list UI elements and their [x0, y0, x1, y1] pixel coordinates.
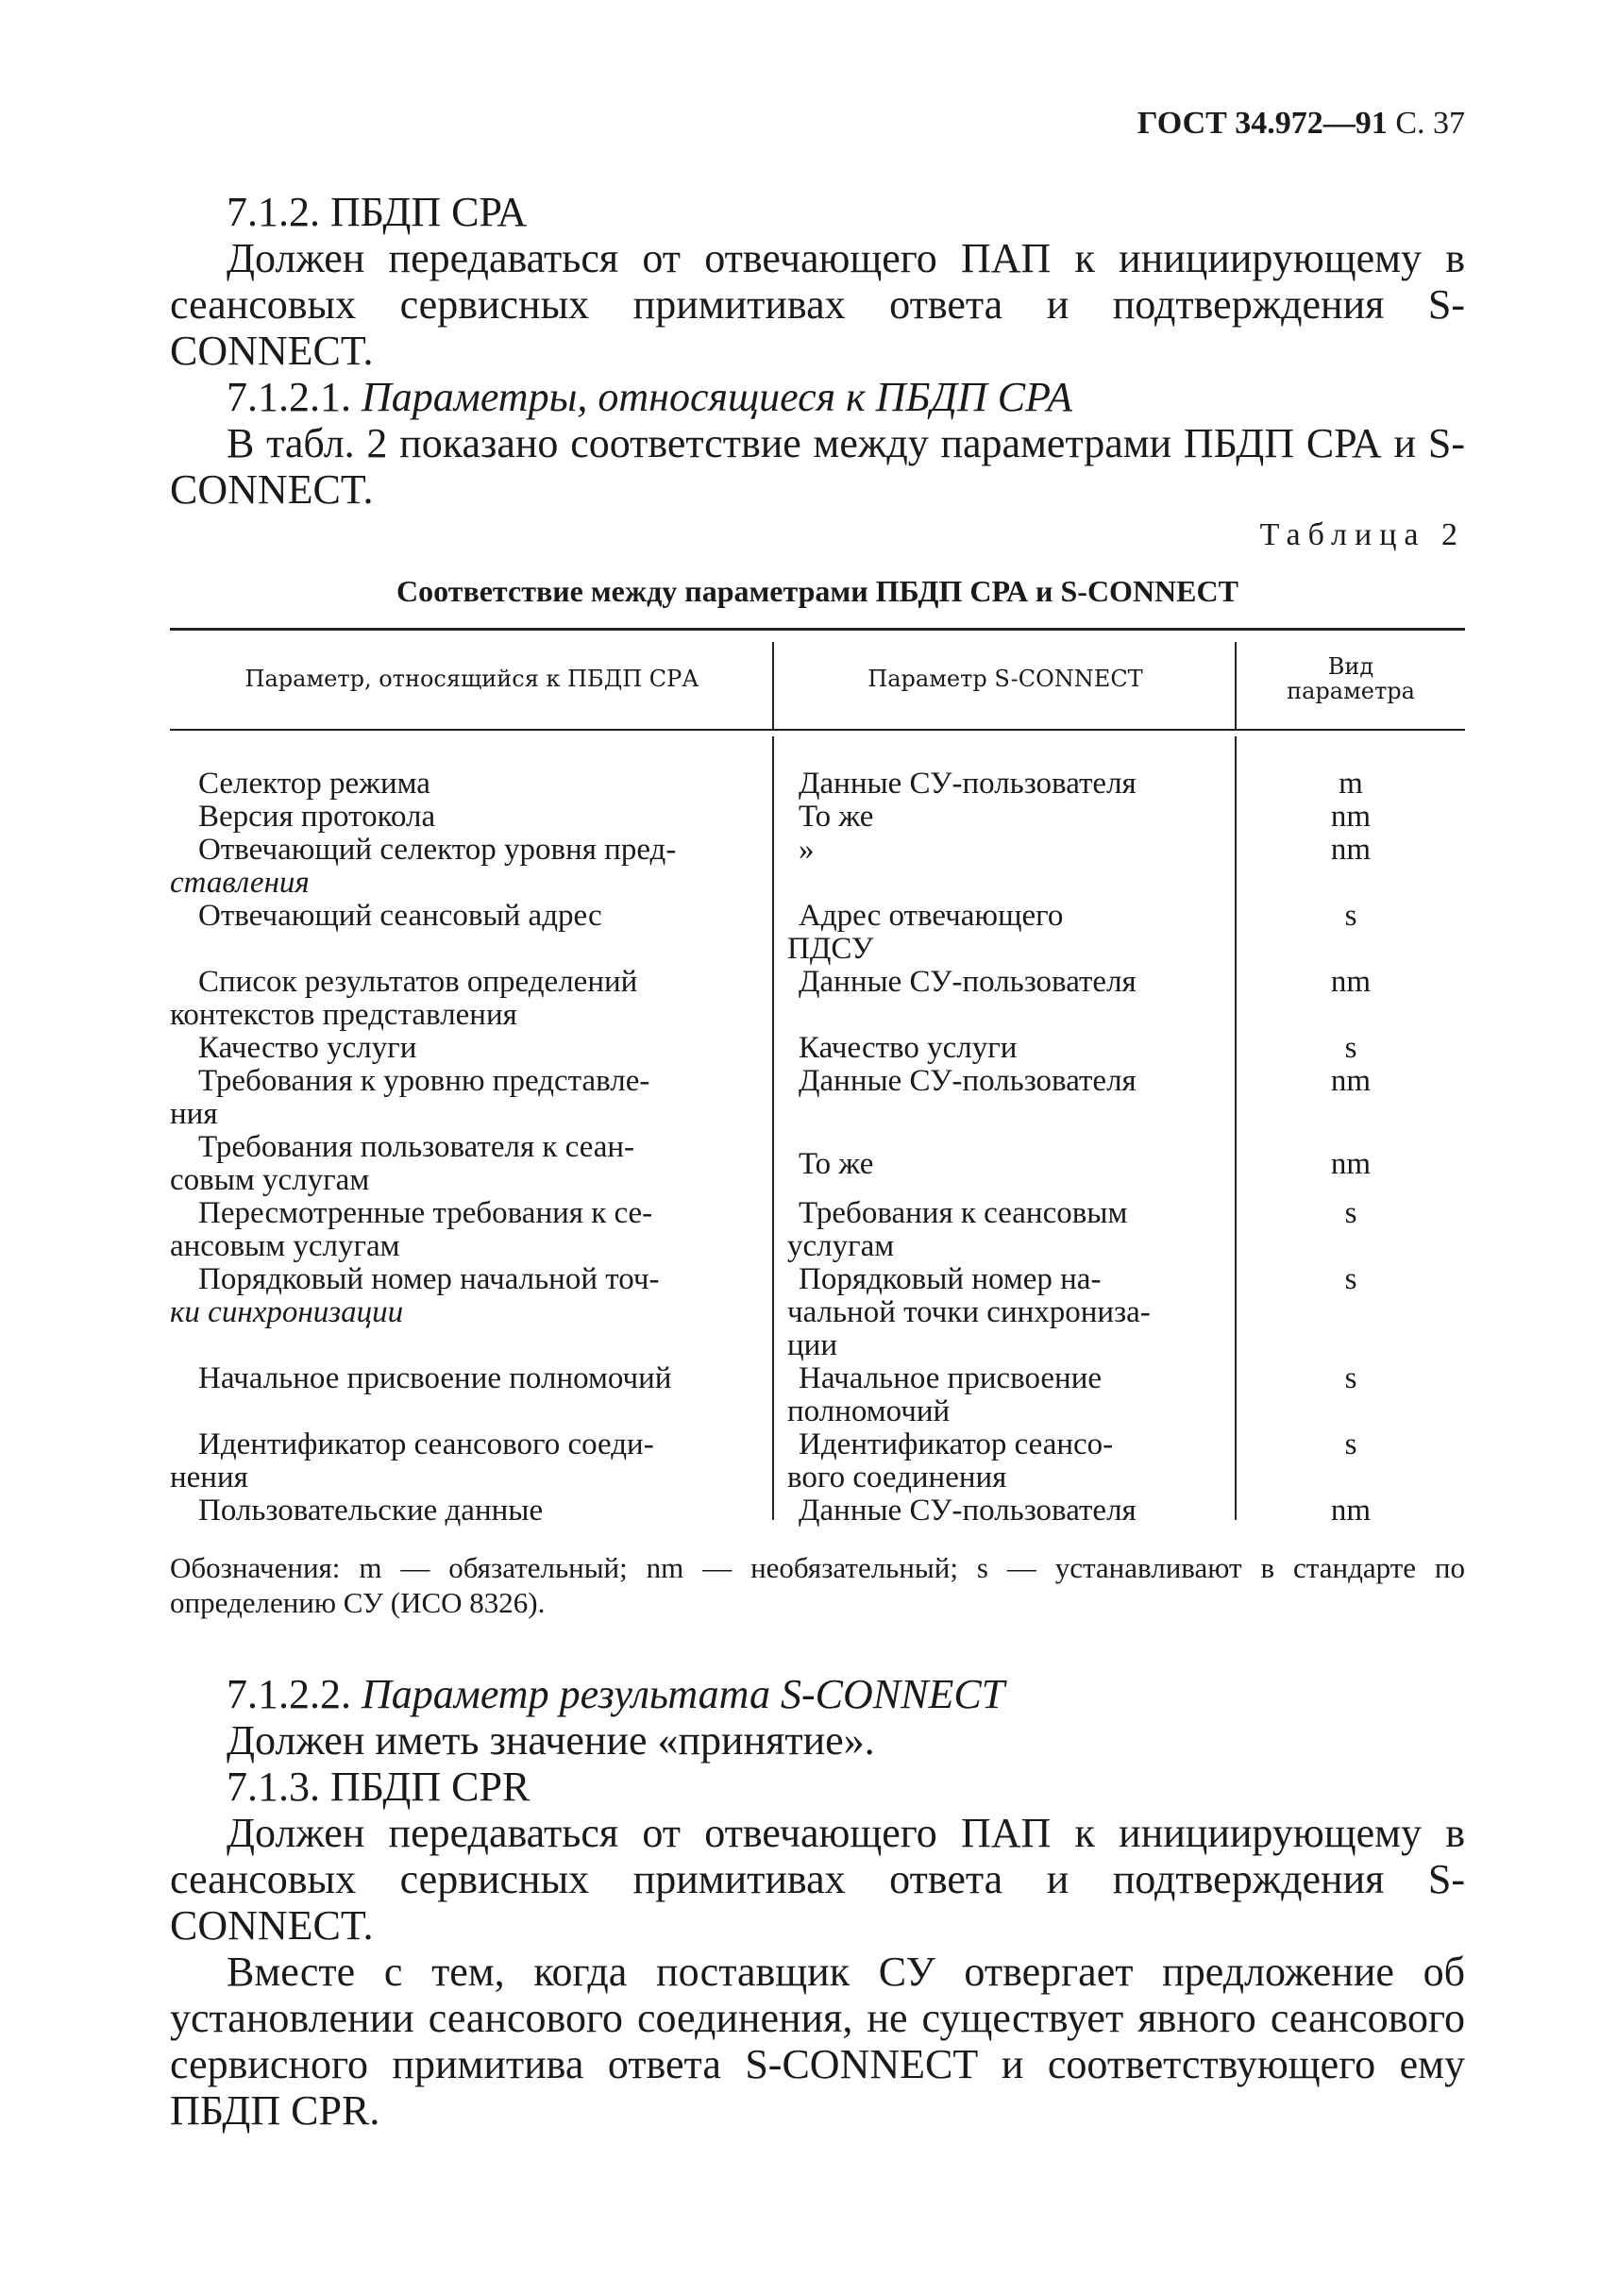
sconnect-cell: Порядковый номер на-	[799, 1262, 1102, 1296]
sconnect-cell-cont: чальной точки синхрониза-	[787, 1295, 1151, 1329]
sconnect-cell: Данные СУ-пользователя	[799, 1494, 1137, 1528]
table-title: Соответствие между параметрами ПБДП СРА и S-CONNECT	[396, 574, 1238, 608]
param-cell: Требования к уровню представле-	[198, 1064, 650, 1098]
section-7-1-2-2	[170, 1671, 1465, 2134]
sconnect-cell-cont: полномочий	[787, 1394, 951, 1428]
param-cell: Версия протокола	[198, 800, 436, 834]
table-row	[170, 1428, 1465, 1494]
param-cell: Идентификатор сеансового соеди-	[198, 1427, 654, 1461]
kind-cell: nm	[1330, 833, 1372, 867]
param-cell: Начальное присвоение полномочий	[198, 1361, 672, 1395]
section-heading: 7.1.2. ПБДП СРА	[227, 189, 528, 235]
param-cell: Требования пользователя к сеан-	[198, 1130, 635, 1164]
param-cell: Отвечающий селектор уровня пред-	[198, 833, 677, 867]
param-cell-cont: ставления	[170, 866, 310, 900]
sconnect-cell: Качество услуги	[799, 1031, 1018, 1065]
subsection-number: 7.1.2.2.	[227, 1671, 351, 1717]
param-cell: Пересмотренные требования к се-	[198, 1196, 653, 1230]
sconnect-cell: Идентификатор сеансо-	[799, 1427, 1114, 1461]
table-header-rule	[170, 729, 1465, 731]
kind-cell: s	[1344, 1427, 1357, 1461]
kind-cell: nm	[1330, 1064, 1372, 1098]
sconnect-cell-cont: услугам	[787, 1229, 895, 1263]
page-header	[1114, 106, 1465, 142]
table-notes: Обозначения: m — обязательный; nm — необязательный; s — устанавливают в стандарте по определению СУ (ИСО 8326).	[170, 1551, 1465, 1619]
column-divider	[772, 642, 774, 729]
section-paragraph: Вместе с тем, когда поставщик СУ отвергает предложение об установлении сеансового соединения, не существует явного сеансового сервисного примитива ответа S-CONNECT и соответствующего ему ПБДП CPR.	[170, 1949, 1465, 2134]
table-header-1: Параметр, относящийся к ПБДП СРА	[244, 665, 699, 692]
page-number: С. 37	[1395, 106, 1465, 141]
section-paragraph: Должен передаваться от отвечающего ПАП к инициирующему в сеансовых сервисных примитивах ответа и подтверждения S-CONNECT.	[170, 1810, 1465, 1949]
table-label: Таблица 2	[1259, 517, 1465, 552]
param-cell: Список результатов определений	[198, 965, 638, 999]
param-cell-cont: ансовым услугам	[170, 1229, 400, 1263]
param-cell-cont: ки синхронизации	[170, 1295, 404, 1329]
table-row	[170, 966, 1465, 1032]
param-cell: Качество услуги	[198, 1031, 417, 1065]
kind-cell: s	[1344, 1196, 1357, 1230]
sconnect-cell-cont: ции	[787, 1328, 837, 1362]
subsection-paragraph: Должен иметь значение «принятие».	[227, 1717, 875, 1764]
kind-cell: m	[1339, 767, 1363, 801]
sconnect-cell: То же	[799, 1146, 874, 1181]
kind-cell: nm	[1330, 965, 1372, 999]
sconnect-cell-cont: вого соединения	[787, 1460, 1007, 1494]
table-row	[170, 834, 1465, 900]
param-cell: Пользовательские данные	[198, 1494, 544, 1528]
subsection-paragraph: В табл. 2 показано соответствие между параметрами ПБДП СРА и S-CONNECT.	[170, 420, 1465, 513]
section-7-1-2	[170, 189, 1465, 513]
table-row	[170, 1032, 1465, 1065]
subsection-number: 7.1.2.1.	[227, 374, 351, 420]
section-paragraph: Должен передаваться от отвечающего ПАП к инициирующему в сеансовых сервисных примитивах ответа и подтверждения S-CONNECT.	[170, 235, 1465, 374]
kind-cell: nm	[1330, 800, 1372, 834]
kind-cell: nm	[1330, 1146, 1372, 1181]
table-row	[170, 768, 1465, 801]
table-header-3: Вид параметра	[1287, 652, 1415, 704]
sconnect-cell: Данные СУ-пользователя	[799, 1064, 1137, 1098]
param-cell: Селектор режима	[198, 767, 430, 801]
param-cell: Порядковый номер начальной точ-	[198, 1262, 660, 1296]
sconnect-cell: Данные СУ-пользователя	[799, 767, 1137, 801]
table-row	[170, 1362, 1465, 1428]
param-cell-cont: совым услугам	[170, 1163, 370, 1197]
sconnect-cell: Данные СУ-пользователя	[799, 965, 1137, 999]
sconnect-cell: »	[799, 833, 815, 867]
kind-cell: nm	[1330, 1494, 1372, 1528]
param-cell-cont: нения	[170, 1460, 248, 1494]
table-row	[170, 1131, 1465, 1197]
kind-cell: s	[1344, 899, 1357, 933]
subsection-heading	[170, 1671, 1465, 1717]
table-row	[170, 1065, 1465, 1131]
table-row	[170, 801, 1465, 834]
table-row	[170, 1263, 1465, 1362]
kind-cell: s	[1344, 1262, 1357, 1296]
standard-number: ГОСТ 34.972—91	[1137, 106, 1388, 141]
kind-cell: s	[1344, 1031, 1357, 1065]
param-cell: Отвечающий сеансовый адрес	[198, 899, 602, 933]
table-row	[170, 1197, 1465, 1263]
subsection-heading	[170, 374, 1465, 420]
table-row	[170, 1494, 1465, 1528]
sconnect-cell-cont: ПДСУ	[787, 932, 874, 966]
parameters-table	[170, 628, 1465, 1534]
table-body	[170, 768, 1465, 1528]
section-heading: 7.1.3. ПБДП CPR	[227, 1764, 531, 1810]
kind-cell: s	[1344, 1361, 1357, 1395]
param-cell-cont: контекстов представления	[170, 998, 517, 1032]
sconnect-cell: То же	[799, 800, 874, 834]
sconnect-cell: Адрес отвечающего	[799, 899, 1064, 933]
table-header-2: Параметр S-CONNECT	[867, 665, 1143, 692]
sconnect-cell: Начальное присвоение	[799, 1361, 1103, 1395]
table-row	[170, 900, 1465, 966]
subsection-title: Параметры, относящиеся к ПБДП СРА	[362, 374, 1072, 420]
column-divider	[1235, 642, 1237, 729]
param-cell-cont: ния	[170, 1097, 218, 1131]
subsection-title: Параметр результата S-CONNECT	[362, 1671, 1005, 1717]
sconnect-cell: Требования к сеансовым	[799, 1196, 1128, 1230]
